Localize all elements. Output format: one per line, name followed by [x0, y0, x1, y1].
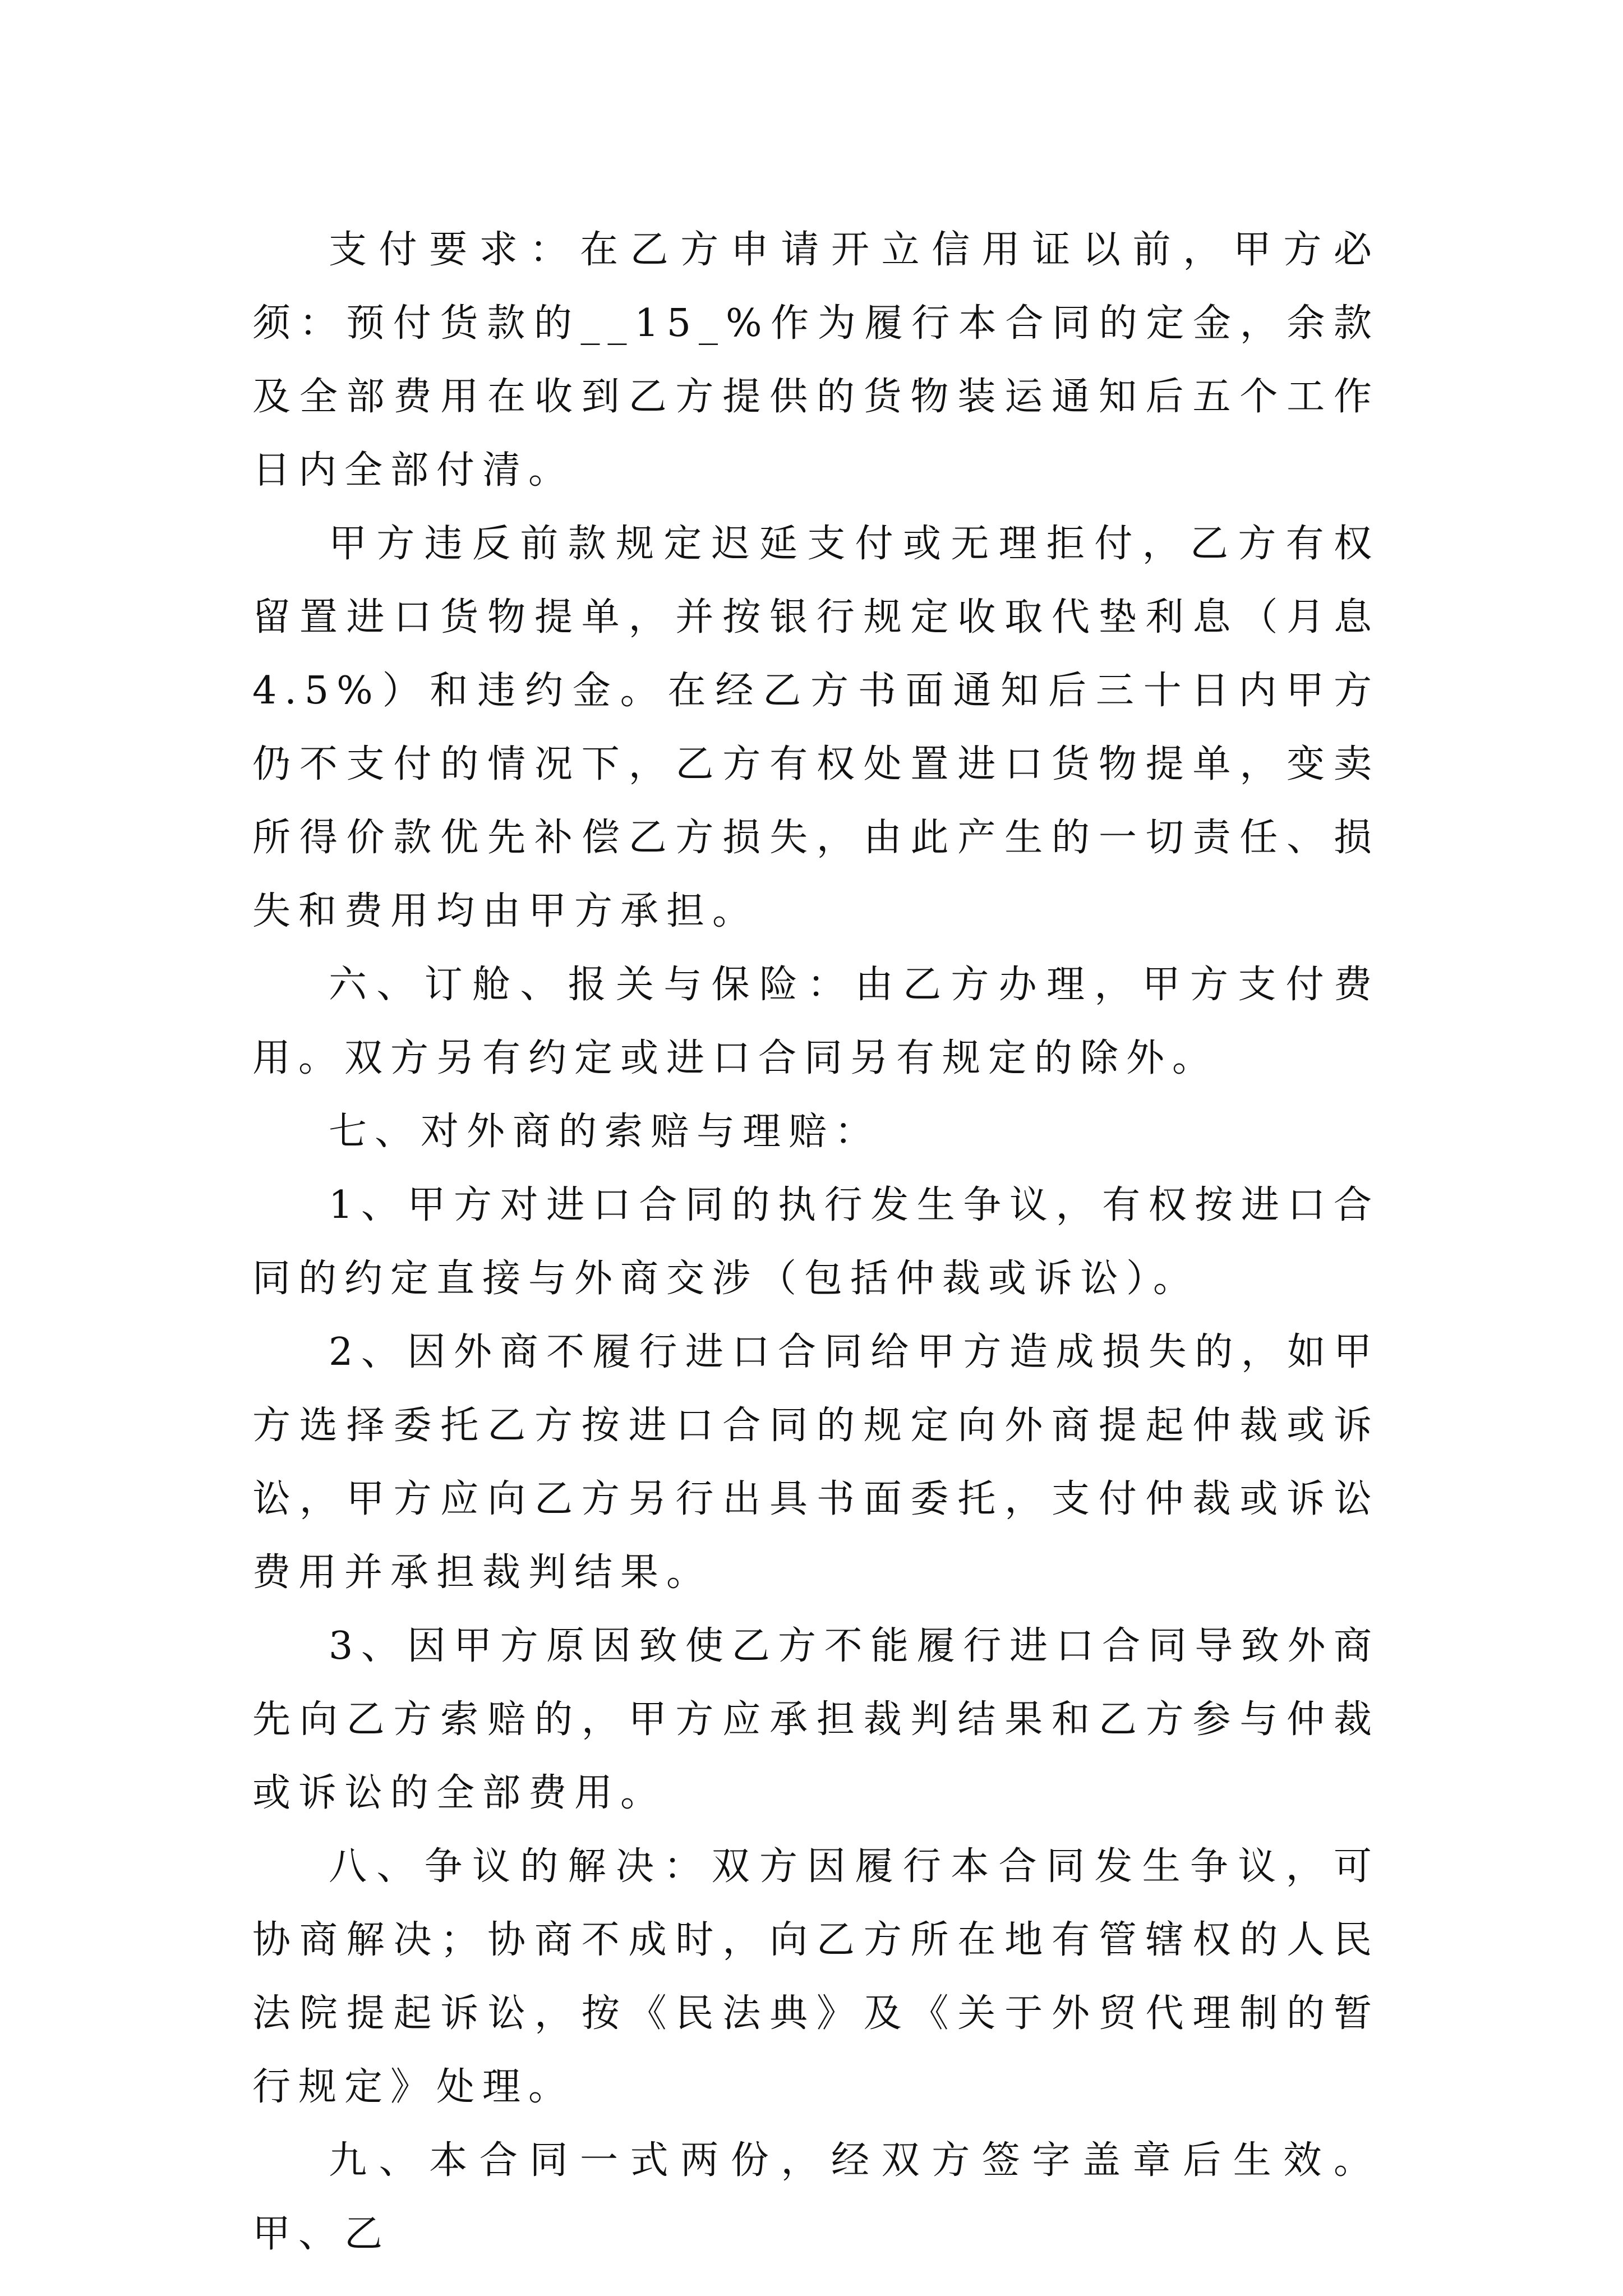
paragraph-section-6-shipping: 六、订舱、报关与保险：由乙方办理，甲方支付费用。双方另有约定或进口合同另有规定的除外。	[252, 963, 1380, 1080]
paragraph-payment-requirement: 支付要求：在乙方申请开立信用证以前，甲方必须：预付货款的__15_%作为履行本合同的定金，余款及全部费用在收到乙方提供的货物装运通知后五个工作日内全部付清。	[252, 228, 1380, 493]
paragraph-section-7-item-2: 2、因外商不履行进口合同给甲方造成损失的，如甲方选择委托乙方按进口合同的规定向外商提起仲裁或诉讼，甲方应向乙方另行出具书面委托，支付仲裁或诉讼费用并承担裁判结果。	[252, 1330, 1380, 1595]
document-page	[252, 213, 1380, 2271]
paragraph-section-7-item-1: 1、甲方对进口合同的执行发生争议，有权按进口合同的约定直接与外商交涉（包括仲裁或诉讼）。	[252, 1183, 1380, 1301]
paragraph-section-7-heading: 七、对外商的索赔与理赔：	[329, 1110, 881, 1154]
paragraph-late-payment: 甲方违反前款规定迟延支付或无理拒付，乙方有权留置进口货物提单，并按银行规定收取代垫利息（月息4.5%）和违约金。在经乙方书面通知后三十日内甲方仍不支付的情况下，乙方有权处置进口货物提单，变卖所得价款优先补偿乙方损失，由此产生的一切责任、损失和费用均由甲方承担。	[252, 522, 1380, 933]
paragraph-section-7-item-3: 3、因甲方原因致使乙方不能履行进口合同导致外商先向乙方索赔的，甲方应承担裁判结果和乙方参与仲裁或诉讼的全部费用。	[252, 1624, 1380, 1815]
paragraph-section-9-copies: 九、本合同一式两份，经双方签字盖章后生效。甲、乙	[252, 2138, 1380, 2256]
paragraph-section-8-disputes: 八、争议的解决：双方因履行本合同发生争议，可协商解决；协商不成时，向乙方所在地有管辖权的人民法院提起诉讼，按《民法典》及《关于外贸代理制的暂行规定》处理。	[252, 1844, 1380, 2109]
